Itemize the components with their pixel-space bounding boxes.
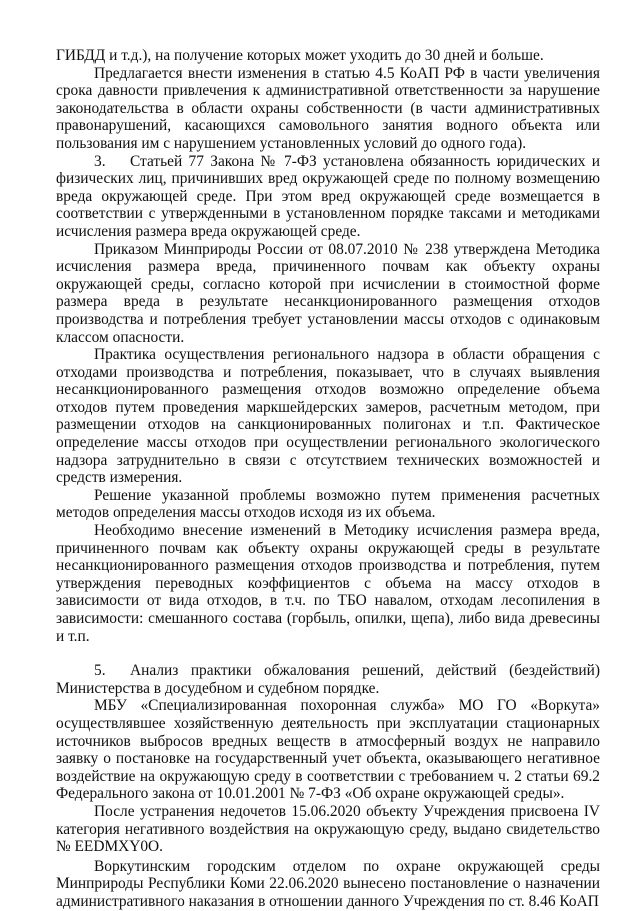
paragraph: Необходимо внесение изменений в Методику исчисления размера вреда, причиненного почвам как объекту охраны окружающей среды в результате несанкционированного размещения отходов производства и потребления, путем утверждения переводных коэффициентов с объема на массу отходов в зависимости от вида отходов, в т.ч. по ТБО навалом, отходам лесопиления в зависимости: смешанного состава (горбыль, опилки, щепа), либо вида древесины и т.п. (56, 522, 600, 645)
paragraph: После устранения недочетов 15.06.2020 объекту Учреждения присвоена IV категория негативного воздействия на окружающую среду, выдано свидетельство № EEDMXY0O. (56, 802, 600, 856)
paragraph-text: Анализ практики обжалования решений, действий (бездействий) Министерства в досудебном и судебном порядке. (56, 662, 600, 697)
item-number: 3. (94, 152, 106, 170)
paragraph-gap (56, 645, 600, 662)
paragraph: Предлагается внести изменения в статью 4.5 КоАП РФ в части увеличения срока давности привлечения к административной ответственности за нарушение законодательства в области охраны собственности (в части административных правонарушений, касающихся самовольного занятия водного объекта или пользования им с нарушением установленных условий до одного года). (56, 64, 600, 152)
numbered-paragraph (56, 662, 600, 697)
paragraph: Приказом Минприроды России от 08.07.2010 № 238 утверждена Методика исчисления размера вреда, причиненного почвам как объекту охраны окружающей среды, согласно которой при исчислении в стоимостной форме размера вреда в результате несанкционированного размещения отходов производства и потребления требует установлении массы отходов с одинаковым классом опасности. (56, 240, 600, 346)
paragraph: ГИБДД и т.д.), на получение которых может уходить до 30 дней и больше. (56, 47, 544, 64)
item-number: 5. (94, 662, 106, 680)
numbered-paragraph (56, 153, 600, 241)
paragraph: Практика осуществления регионального надзора в области обращения с отходами производства и потребления, показывает, что в случаях выявления несанкционированного размещения отходов возможно определение объема отходов путем проведения маркшейдерских замеров, расчетным методом, при размещении отходов на санкционированных полигонах и т.п. Фактическое определение массы отходов при осуществлении регионального экологического надзора затруднительно в связи с отсутствием технических возможностей и средств измерения. (56, 346, 600, 487)
paragraph-text: Статьей 77 Закона № 7-ФЗ установлена обязанность юридических и физических лиц, причинивших вред окружающей среде по полному возмещению вреда окружающей среде. При этом вред окружающей среде возмещается в соответствии с утвержденными в установленном порядке таксами и методиками исчисления размера вреда окружающей среде. (56, 152, 600, 240)
paragraph: Решение указанной проблемы возможно путем применения расчетных методов определения массы отходов исходя из их объема. (56, 486, 600, 522)
paragraph: МБУ «Специализированная похоронная служба» МО ГО «Воркута» осуществлявшее хозяйственную деятельность при эксплуатации стационарных источников выбросов вредных веществ в атмосферный воздух не направило заявку о постановке на государственный учет объекта, оказывающего негативное воздействие на окружающую среду в соответствии с требованием ч. 2 статьи 69.2 Федерального закона от 10.01.2001 № 7-ФЗ «Об охране окружающей среды». (56, 697, 600, 803)
paragraph: Воркутинским городским отделом по охране окружающей среды Минприроды Республики Коми 22.06.2020 вынесено постановление о назначении административного наказания в отношении данного Учреждения по ст. 8.46 КоАП (56, 857, 600, 910)
document-body (56, 47, 600, 911)
